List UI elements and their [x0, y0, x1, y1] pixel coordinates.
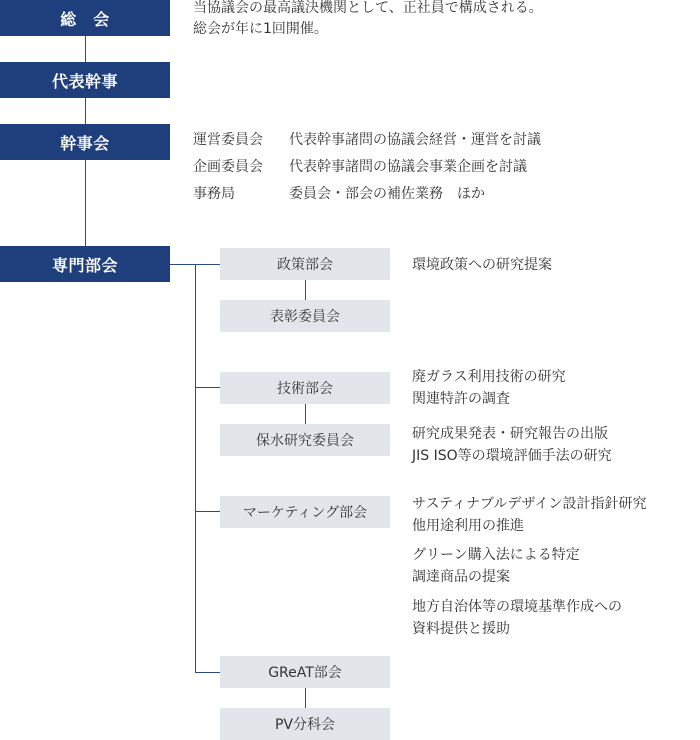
great-committee-box: GReAT部会 [220, 656, 390, 688]
connector-line [305, 688, 306, 708]
connector-line [85, 98, 86, 124]
connector-line [305, 280, 306, 300]
connector-line [195, 511, 220, 512]
water-retention-committee-box: 保水研究委員会 [220, 424, 390, 456]
connector-line [305, 404, 306, 424]
committee-row-secretariat: 事務局 委員会・部会の補佐業務 ほか [193, 186, 485, 202]
specialized-committee-box: 専門部会 [0, 246, 170, 282]
policy-committee-box: 政策部会 [220, 248, 390, 280]
water-retention-description: 研究成果発表・研究報告の出版 JIS ISO等の環境評価手法の研究 [412, 426, 612, 464]
committee-row-operations: 運営委員会 代表幹事諸問の協議会経営・運営を討議 [193, 132, 541, 148]
marketing-description-3: 地方自治体等の環境基準作成への 資料提供と援助 [412, 599, 622, 637]
marketing-description-2: グリーン購入法による特定 調達商品の提案 [412, 547, 580, 585]
connector-line [195, 387, 220, 388]
connector-line [85, 36, 86, 62]
pv-subcommittee-box: PV分科会 [220, 708, 390, 740]
policy-description: 環境政策への研究提案 [412, 257, 552, 273]
general-assembly-box: 総 会 [0, 0, 170, 36]
executive-committee-box: 幹事会 [0, 124, 170, 160]
connector-line [85, 160, 86, 246]
committee-row-planning: 企画委員会 代表幹事諸問の協議会事業企画を討議 [193, 159, 527, 175]
technical-description: 廃ガラス利用技術の研究 関連特許の調査 [412, 369, 566, 407]
marketing-description-1: サスティナブルデザイン設計指針研究 他用途利用の推進 [412, 496, 647, 534]
connector-line [195, 672, 220, 673]
connector-line [195, 264, 196, 672]
award-committee-box: 表彰委員会 [220, 300, 390, 332]
marketing-committee-box: マーケティング部会 [220, 496, 390, 528]
general-assembly-description: 当協議会の最高議決機関として、正社員で構成される。 総会が年に1回開催。 [193, 0, 543, 37]
representative-director-box: 代表幹事 [0, 62, 170, 98]
executive-committee-description [193, 127, 541, 208]
technical-committee-box: 技術部会 [220, 372, 390, 404]
